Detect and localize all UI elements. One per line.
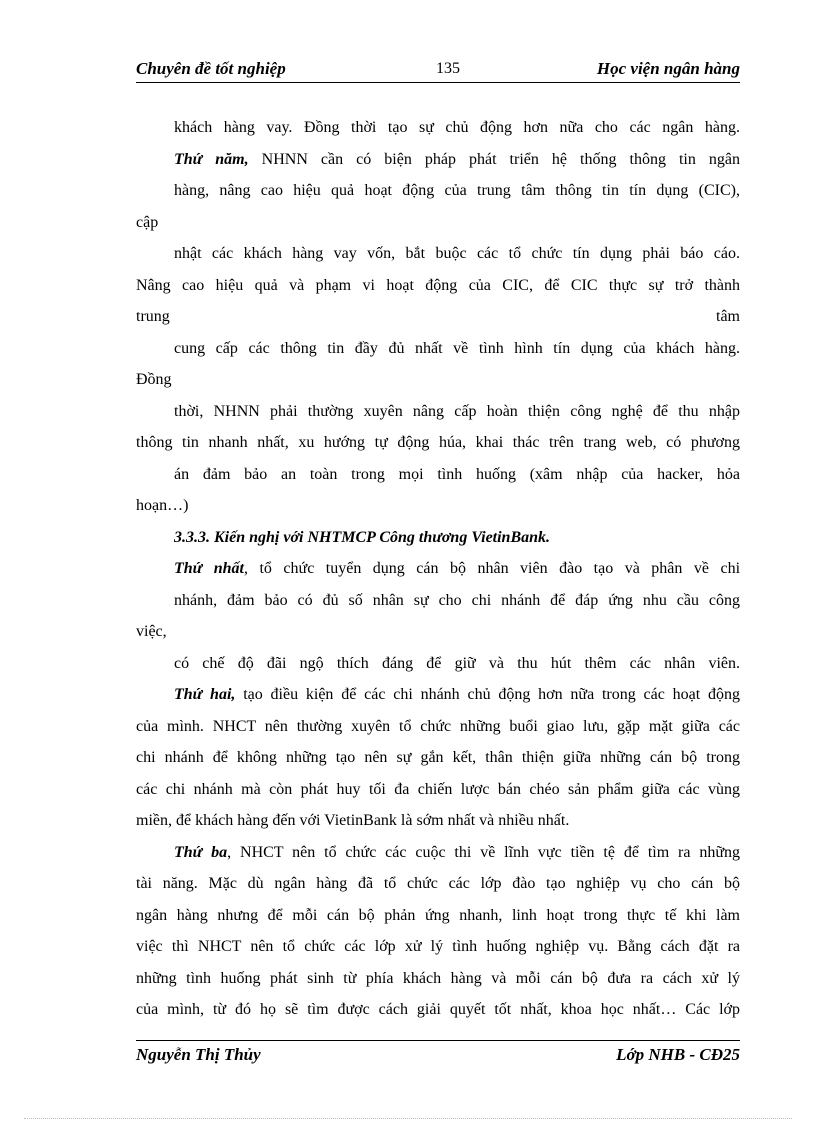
- text-line: thông tin nhanh nhất, xu hướng tự động húa, khai thác trên trang web, có phương: [136, 434, 740, 451]
- text-line: Thứ năm, NHNN cần có biện pháp phát triển hệ thống thông tin ngân: [174, 150, 740, 168]
- text-line: nhánh, đảm bảo có đủ số nhân sự cho chi nhánh để đáp ứng nhu cầu công: [174, 591, 740, 609]
- text-line: hàng, nâng cao hiệu quả hoạt động của trung tâm thông tin tín dụng (CIC),: [174, 182, 740, 199]
- text-line: các chi nhánh mà còn phát huy tối đa chiến lược bán chéo sản phẩm giữa các vùng: [136, 780, 740, 798]
- text-line: của mình, từ đó họ sẽ tìm được cách giải quyết tốt nhất, khoa học nhất… Các lớp: [136, 1001, 740, 1018]
- text-line: trung tâm: [136, 308, 740, 325]
- page-header: [136, 56, 740, 83]
- text-line: việc,: [136, 623, 167, 640]
- text-line: Thứ ba, NHCT nên tổ chức các cuộc thi về lĩnh vực tiền tệ để tìm ra những: [174, 843, 740, 861]
- text-line: có chế độ đãi ngộ thích đáng để giữ và thu hút thêm các nhân viên.: [174, 654, 740, 672]
- text-line: hoạn…): [136, 497, 189, 514]
- text-line: nhật các khách hàng vay vốn, bắt buộc các tổ chức tín dụng phải báo cáo.: [174, 245, 740, 262]
- text-line: khách hàng vay. Đồng thời tạo sự chủ động hơn nữa cho các ngân hàng.: [174, 119, 740, 136]
- item-lead: Thứ nhất: [174, 560, 244, 577]
- text-line: chi nhánh để không những tạo nên sự gắn kết, thân thiện giữa những cán bộ trong: [136, 749, 740, 766]
- item-lead: Thứ ba: [174, 843, 228, 861]
- footer-author: Nguyễn Thị Thủy: [136, 1045, 261, 1064]
- text-line: việc thì NHCT nên tổ chức các lớp xử lý tình huống nghiệp vụ. Bằng cách đặt ra: [136, 938, 740, 955]
- document-body: [136, 112, 740, 1026]
- text-line: của mình. NHCT nên thường xuyên tổ chức những buổi giao lưu, gặp mặt giữa các: [136, 717, 740, 735]
- text-line: Nâng cao hiệu quả và phạm vi hoạt động của CIC, để CIC thực sự trở thành: [136, 276, 740, 294]
- header-institution: Học viện ngân hàng: [596, 59, 740, 78]
- text-line: miền, để khách hàng đến với VietinBank là sớm nhất và nhiều nhất.: [136, 812, 570, 829]
- text-line: tài năng. Mặc dù ngân hàng đã tổ chức các lớp đào tạo nghiệp vụ cho cán bộ: [136, 875, 740, 892]
- text-line: ngân hàng nhưng để mỗi cán bộ phản ứng nhanh, linh hoạt trong thực tế khi làm: [136, 906, 740, 924]
- page-footer: [136, 1040, 740, 1071]
- text-line: án đảm bảo an toàn trong mọi tình huống (xâm nhập của hacker, hỏa: [174, 465, 740, 483]
- text-line: Thứ hai, tạo điều kiện để các chi nhánh chủ động hơn nữa trong các hoạt động: [174, 686, 741, 703]
- text-line: những tình huống phát sinh từ phía khách hàng và mỗi cán bộ đưa ra cách xử lý: [136, 969, 740, 987]
- text-line: cung cấp các thông tin đầy đủ nhất về tình hình tín dụng của khách hàng.: [174, 339, 740, 357]
- item-lead: Thứ năm,: [174, 150, 249, 168]
- page-edge-divider: [24, 1118, 792, 1119]
- section-heading: 3.3.3. Kiến nghị với NHTMCP Công thương VietinBank.: [174, 528, 551, 546]
- page-number: 135: [436, 60, 460, 77]
- text-line: thời, NHNN phải thường xuyên nâng cấp hoàn thiện công nghệ để thu nhập: [174, 402, 740, 420]
- text-line: Thứ nhất, tổ chức tuyển dụng cán bộ nhân viên đào tạo và phân về chi: [174, 560, 741, 577]
- text-line: cập: [136, 213, 159, 231]
- header-title: Chuyên đề tốt nghiệp: [136, 59, 286, 78]
- item-lead: Thứ hai,: [174, 686, 236, 703]
- footer-class: Lớp NHB - CĐ25: [616, 1045, 740, 1064]
- text-line: Đồng: [136, 371, 172, 388]
